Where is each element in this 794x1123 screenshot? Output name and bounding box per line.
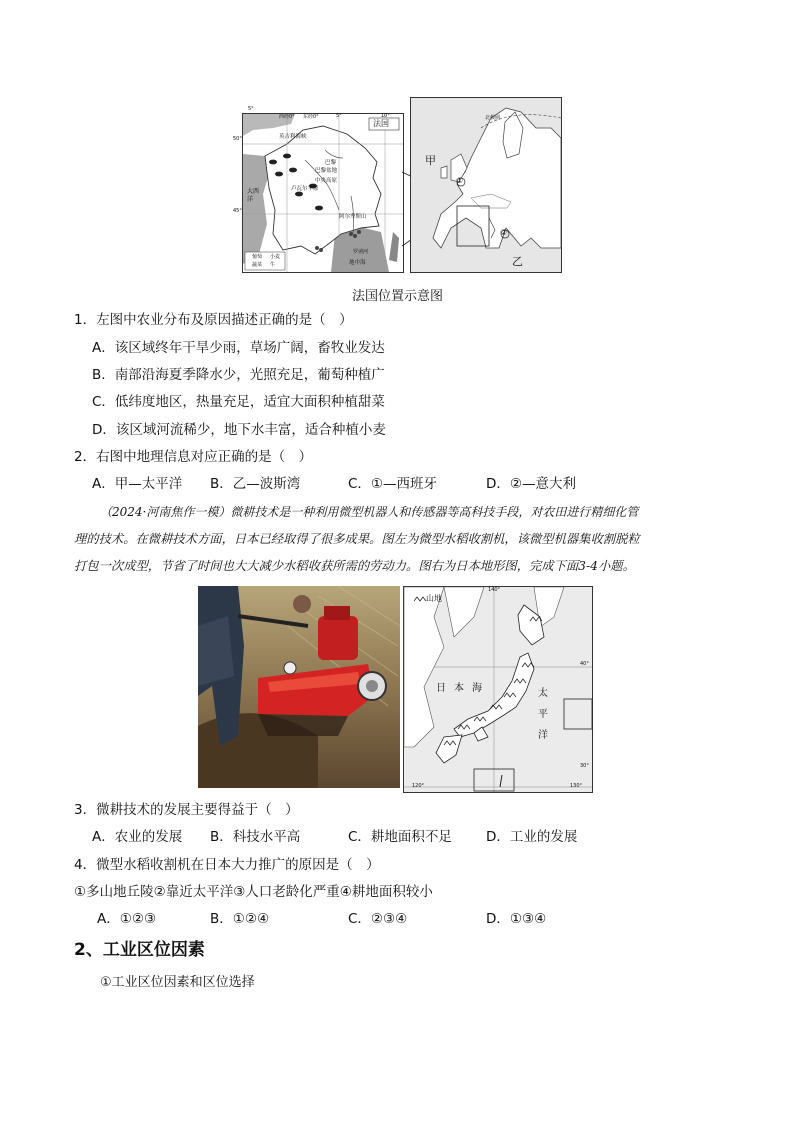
label-ben: 本 <box>454 683 464 694</box>
lat-label: 50° <box>233 136 242 142</box>
lon-label: 5° <box>248 106 254 112</box>
japan-map-svg <box>404 587 592 792</box>
q1-option-d: D．该区域河流稀少，地下水丰富，适合种植小麦 <box>92 422 386 438</box>
micro-tiller-photo-svg <box>198 586 400 788</box>
france-map-svg <box>243 114 403 272</box>
q1-stem: 1．左图中农业分布及原因描述正确的是（ ） <box>74 312 353 328</box>
q2-option-b: B．乙—波斯湾 <box>210 476 301 492</box>
place-label: 地中海 <box>349 260 366 266</box>
lon-label: 120° <box>412 783 425 789</box>
q1-option-a: A．该区域终年干旱少雨，草场广阔，畜牧业发达 <box>92 340 385 356</box>
legend-item: 葡萄 <box>252 254 263 260</box>
place-label: 卢瓦尔平原 <box>291 186 319 192</box>
q2-option-d: D．②—意大利 <box>486 476 576 492</box>
section-subheading: ①工业区位因素和区位选择 <box>100 975 255 990</box>
mountain-legend: 山地 <box>426 594 442 603</box>
passage-line-1: （2024·河南焦作一模）微耕技术是一种利用微型机器人和传感器等高科技手段，对农田进行精细化管 <box>100 505 639 519</box>
q2-option-c: C．①—西班牙 <box>348 476 438 492</box>
q1-option-b: B．南部沿海夏季降水少，光照充足，葡萄种植广 <box>92 367 385 383</box>
place-label: 巴黎盆地 <box>315 168 338 174</box>
map-label-yi: 乙 <box>512 255 523 268</box>
europe-map <box>410 97 562 273</box>
legend-item: 牛 <box>270 262 276 268</box>
passage-line-2: 理的技术。在微耕技术方面，日本已经取得了很多成果。图左为微型水稻收割机，该微型机器集收割脱粒 <box>74 532 640 546</box>
q4-option-d: D．①③④ <box>486 911 547 927</box>
q4-option-b: B．①②④ <box>210 911 270 927</box>
q3-option-c: C．耕地面积不足 <box>348 829 452 845</box>
label-ping: 平 <box>538 709 548 720</box>
place-label: 大西洋 <box>247 188 260 203</box>
place-label: 中央高原 <box>315 178 338 184</box>
label-hai: 海 <box>472 683 482 694</box>
place-label: 阿尔卑斯山 <box>339 214 367 220</box>
q3-option-b: B．科技水平高 <box>210 829 301 845</box>
q3-stem: 3．微耕技术的发展主要得益于（ ） <box>74 802 299 818</box>
place-label: 英吉利海峡 <box>279 134 307 140</box>
q1-option-c: C．低纬度地区，热量充足，适宜大面积种植甜菜 <box>92 394 385 410</box>
lat-label: 30° <box>580 763 589 769</box>
section-heading: 2、工业区位因素 <box>74 940 205 960</box>
passage-line-3: 打包一次成型，节省了时间也大大减少水稻收获所需的劳动力。图右为日本地形图，完成下面3-4小题。 <box>74 559 635 573</box>
label-ri: 日 <box>436 683 446 694</box>
label-yang: 洋 <box>538 730 548 741</box>
q3-option-d: D．工业的发展 <box>486 829 578 845</box>
lon-label: 130° <box>570 783 583 789</box>
place-label: 巴黎 <box>325 160 337 166</box>
lat-label: 45° <box>233 208 242 214</box>
q4-option-a: A．①②③ <box>97 911 157 927</box>
legend-item: 蔬菜 <box>252 262 263 268</box>
micro-tiller-photo <box>198 586 400 788</box>
lon-label: 140° <box>488 587 501 593</box>
place-label: 罗讷河 <box>353 249 369 255</box>
q4-conditions: ①多山地丘陵②靠近太平洋③人口老龄化严重④耕地面积较小 <box>74 884 433 900</box>
lon-label: 东经0° <box>303 114 319 120</box>
arctic-circle-label: 北极圈 <box>485 115 501 121</box>
q2-option-a: A．甲—太平洋 <box>92 476 183 492</box>
q4-stem: 4．微型水稻收割机在日本大力推广的原因是（ ） <box>74 857 380 873</box>
lat-label: 40° <box>580 661 589 667</box>
legend-item: 小麦 <box>270 254 281 260</box>
japan-map <box>403 586 593 793</box>
europe-map-svg <box>411 98 561 272</box>
q2-stem: 2．右图中地理信息对应正确的是（ ） <box>74 449 313 465</box>
map-label-jia: 甲 <box>425 154 436 167</box>
figure1-caption: 法国位置示意图 <box>352 289 444 304</box>
map-label-1: ① <box>456 176 464 185</box>
france-map-box-label: 法国 <box>373 119 389 128</box>
q3-option-a: A．农业的发展 <box>92 829 183 845</box>
lon-label: 西经0° <box>279 114 295 120</box>
q4-option-c: C．②③④ <box>348 911 408 927</box>
map-label-2: ② <box>500 228 508 237</box>
france-map <box>233 113 404 273</box>
lon-label: 5° <box>336 113 342 119</box>
label-tai: 太 <box>538 688 548 699</box>
lon-label: 10° <box>381 113 390 119</box>
